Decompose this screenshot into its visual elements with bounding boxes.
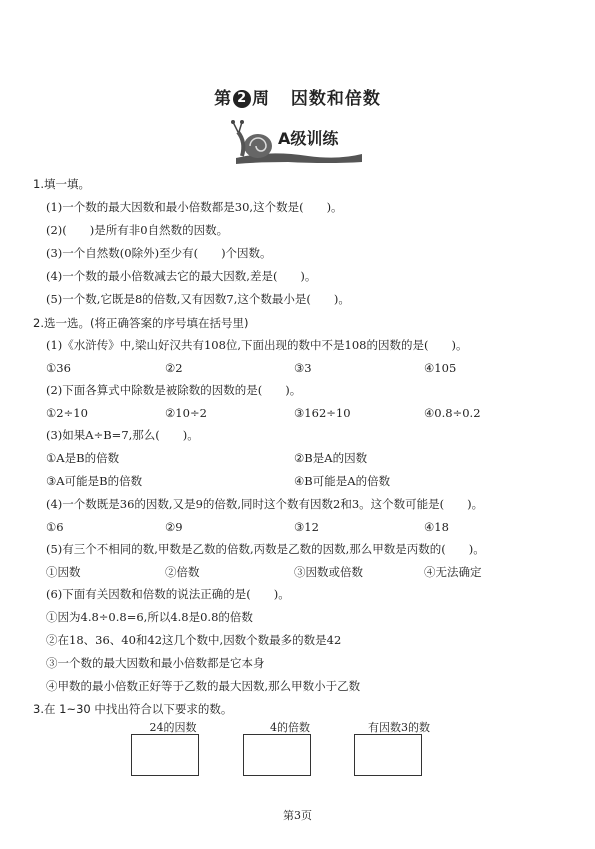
option: ①6	[46, 520, 64, 534]
option: ②9	[165, 520, 183, 534]
option: ②10÷2	[165, 406, 207, 420]
title-topic: 因数和倍数	[290, 89, 381, 109]
option: ④B可能是A的倍数	[294, 474, 391, 488]
week-number-badge: 2	[233, 90, 251, 108]
q1-item: (1)一个数的最大因数和最小倍数都是30,这个数是( )。	[46, 200, 343, 214]
option: ②B是A的因数	[294, 451, 368, 465]
q2-stem: (2)下面各算式中除数是被除数的因数的是( )。	[46, 383, 302, 397]
option: ③3	[294, 361, 312, 375]
option: ②2	[165, 361, 183, 375]
option: ①因数	[46, 565, 81, 579]
box-label: 有因数3的数	[368, 721, 430, 734]
option: ④0.8÷0.2	[424, 406, 481, 420]
level-badge-text: A级训练	[278, 129, 339, 148]
box-label: 24的因数	[149, 721, 197, 734]
q1-item: (4)一个数的最小倍数减去它的最大因数,差是( )。	[46, 269, 317, 283]
q2-stem: (5)有三个不相同的数,甲数是乙数的倍数,丙数是乙数的因数,那么甲数是丙数的( )。	[46, 542, 485, 556]
title-suffix: 周	[252, 89, 271, 109]
q1-item: (3)一个自然数(0除外)至少有( )个因数。	[46, 246, 272, 260]
option: ②倍数	[165, 565, 200, 579]
answer-box-factors-24[interactable]	[131, 734, 199, 776]
title-prefix: 第	[214, 89, 233, 109]
option: ③162÷10	[294, 406, 351, 420]
option: ①2÷10	[46, 406, 88, 420]
option: ①因为4.8÷0.8=6,所以4.8是0.8的倍数	[46, 610, 253, 624]
q1-item: (5)一个数,它既是8的倍数,又有因数7,这个数最小是( )。	[46, 292, 350, 306]
q2-stem: (3)如果A÷B=7,那么( )。	[46, 428, 199, 442]
answer-box-factor-3[interactable]	[354, 734, 422, 776]
option: ①36	[46, 361, 71, 375]
option: ③A可能是B的倍数	[46, 474, 143, 488]
q1-heading: 1.填一填。	[33, 177, 90, 191]
box-label: 4的倍数	[270, 721, 310, 734]
option: ③一个数的最大因数和最小倍数都是它本身	[46, 656, 265, 670]
q2-heading: 2.选一选。(将正确答案的序号填在括号里)	[33, 316, 249, 330]
option: ④105	[424, 361, 457, 375]
option: ④无法确定	[424, 565, 482, 579]
q1-item: (2)( )是所有非0自然数的因数。	[46, 223, 229, 237]
page-number: 第3页	[283, 809, 312, 822]
q2-stem: (4)一个数既是36的因数,又是9的倍数,同时这个数有因数2和3。这个数可能是( )。	[46, 497, 484, 511]
option: ②在18、36、40和42这几个数中,因数个数最多的数是42	[46, 633, 342, 647]
option: ①A是B的倍数	[46, 451, 120, 465]
page-title	[0, 84, 595, 109]
option: ③因数或倍数	[294, 565, 363, 579]
option: ④甲数的最小倍数正好等于乙数的最大因数,那么甲数小于乙数	[46, 679, 361, 693]
q2-stem: (6)下面有关因数和倍数的说法正确的是( )。	[46, 587, 290, 601]
option: ④18	[424, 520, 449, 534]
answer-box-multiples-4[interactable]	[243, 734, 311, 776]
level-badge	[228, 118, 368, 164]
option: ③12	[294, 520, 319, 534]
q2-stem: (1)《水浒传》中,梁山好汉共有108位,下面出现的数中不是108的因数的是( )。	[46, 338, 468, 352]
q3-heading: 3.在 1~30 中找出符合以下要求的数。	[33, 702, 233, 716]
